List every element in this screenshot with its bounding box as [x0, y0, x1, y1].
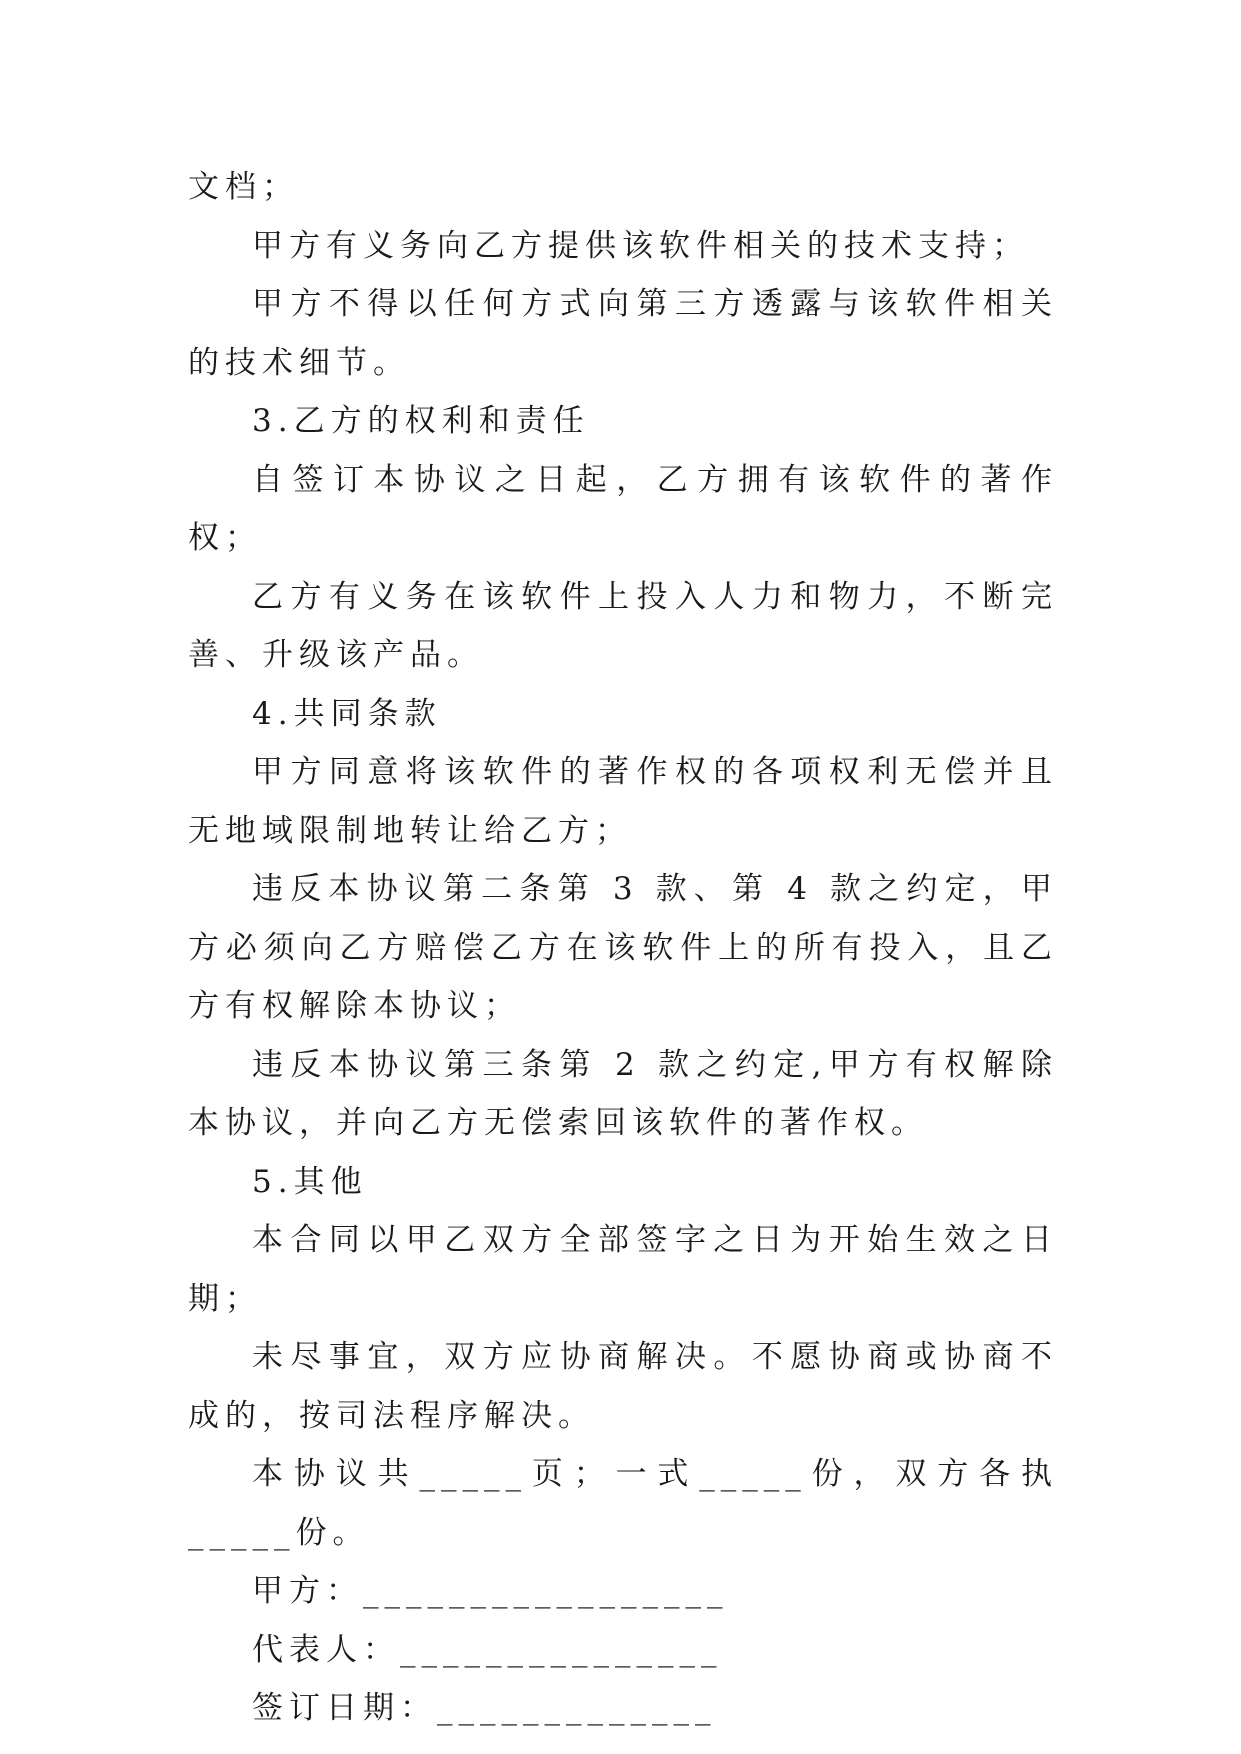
paragraph-confidentiality: 甲方不得以任何方式向第三方透露与该软件相关的技术细节。: [188, 286, 1058, 381]
section-heading-party-b: 3.乙方的权利和责任: [252, 403, 590, 439]
paragraph-copies: 本协议共_____页；一式_____份，双方各执_____份。: [188, 1456, 1058, 1551]
paragraph-effective-date: 本合同以甲乙双方全部签字之日为开始生效之日期；: [188, 1222, 1058, 1317]
paragraph-copyright-ownership: 自签订本协议之日起，乙方拥有该软件的著作权；: [188, 461, 1058, 556]
signature-date: 签订日期：_____________: [252, 1690, 717, 1726]
signature-party-a: 甲方：_________________: [252, 1573, 729, 1609]
section-heading-other: 5.其他: [252, 1163, 368, 1200]
document-body: [188, 158, 1058, 1738]
paragraph-breach-party-b: 违反本协议第三条第 2 款之约定,甲方有权解除本协议，并向乙方无偿索回该软件的著作权。: [188, 1046, 1058, 1141]
paragraph-continuation: 文档；: [188, 169, 299, 205]
signature-representative: 代表人：_______________: [252, 1631, 723, 1668]
paragraph-breach-party-a: 违反本协议第二条第 3 款、第 4 款之约定，甲方必须向乙方赔偿乙方在该软件上的所有投入，且乙方有权解除本协议；: [188, 871, 1058, 1024]
section-heading-common-terms: 4.共同条款: [252, 695, 442, 732]
paragraph-investment-duty: 乙方有义务在该软件上投入人力和物力，不断完善、升级该产品。: [188, 578, 1058, 673]
paragraph-dispute-resolution: 未尽事宜，双方应协商解决。不愿协商或协商不成的，按司法程序解决。: [188, 1339, 1058, 1434]
paragraph-transfer-agreement: 甲方同意将该软件的著作权的各项权利无偿并且无地域限制地转让给乙方；: [188, 754, 1058, 849]
paragraph-tech-support: 甲方有义务向乙方提供该软件相关的技术支持；: [252, 227, 1029, 264]
